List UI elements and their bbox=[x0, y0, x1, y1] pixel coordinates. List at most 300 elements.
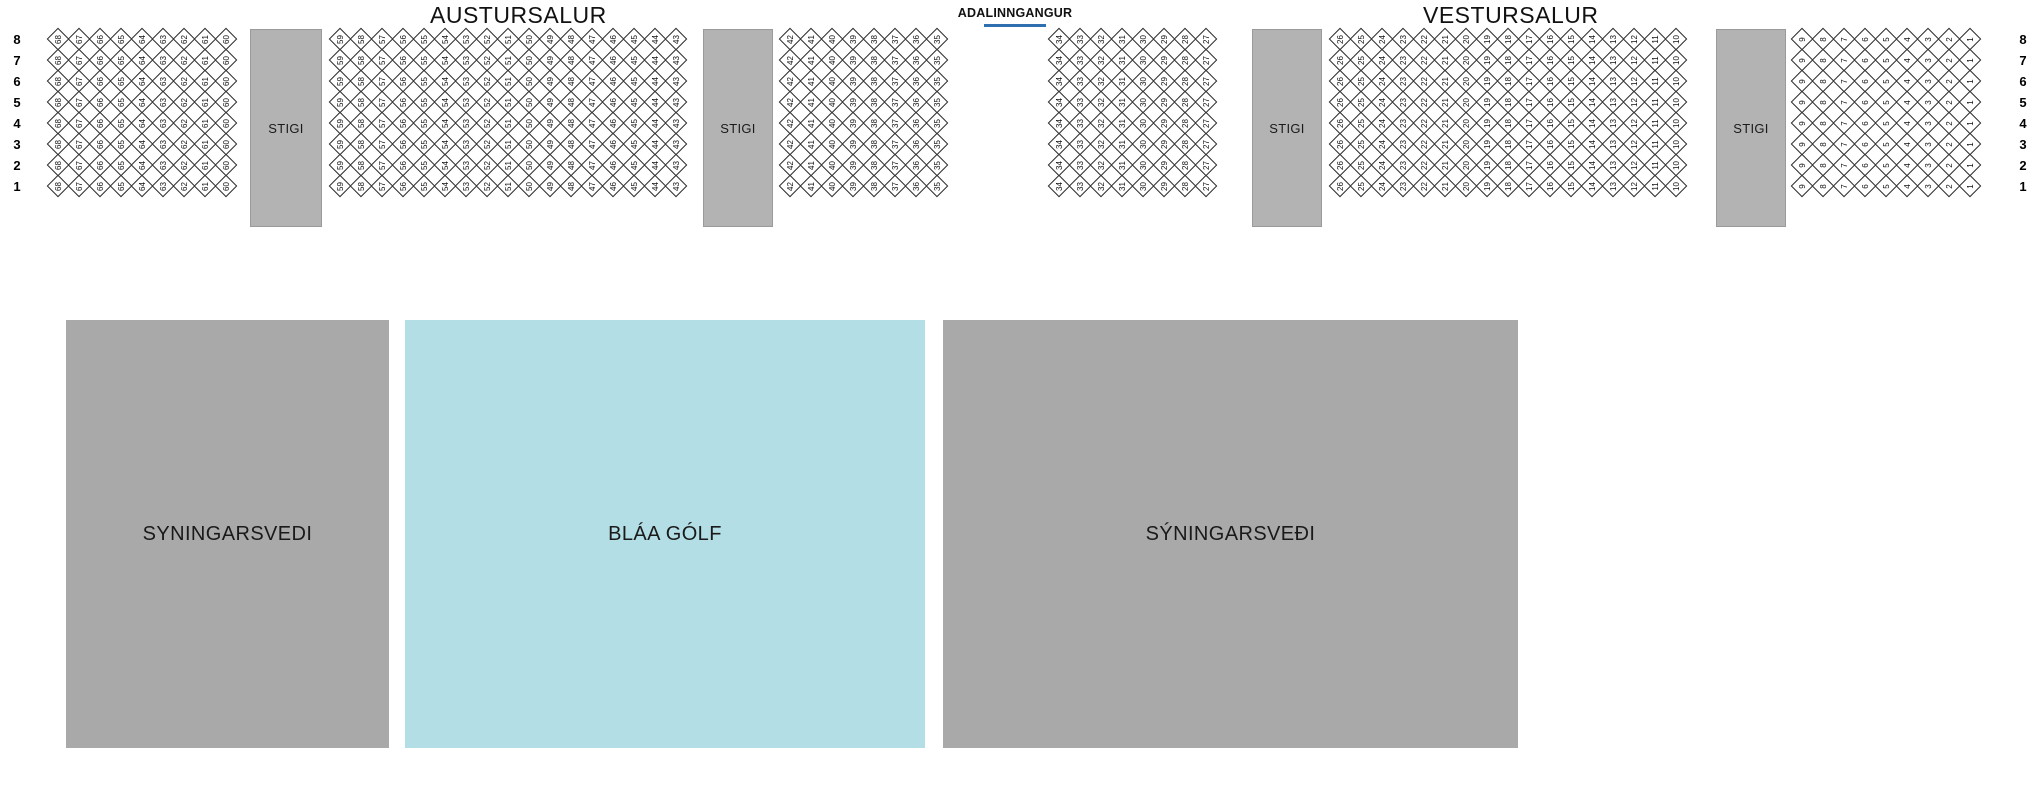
seat[interactable] bbox=[885, 134, 906, 155]
seat[interactable] bbox=[1540, 29, 1561, 50]
seat[interactable] bbox=[1070, 155, 1091, 176]
seat[interactable] bbox=[561, 176, 582, 197]
seat[interactable] bbox=[1196, 29, 1217, 50]
seat[interactable] bbox=[1351, 113, 1372, 134]
seat[interactable] bbox=[351, 134, 372, 155]
seat[interactable] bbox=[153, 176, 174, 197]
seat[interactable] bbox=[90, 113, 111, 134]
seat[interactable] bbox=[1918, 113, 1939, 134]
seat[interactable] bbox=[330, 176, 351, 197]
seat[interactable] bbox=[519, 176, 540, 197]
seat[interactable] bbox=[153, 113, 174, 134]
seat[interactable] bbox=[885, 92, 906, 113]
seat[interactable] bbox=[153, 92, 174, 113]
seat[interactable] bbox=[195, 113, 216, 134]
seat[interactable] bbox=[1855, 29, 1876, 50]
seat[interactable] bbox=[414, 176, 435, 197]
seat[interactable] bbox=[1414, 29, 1435, 50]
seat[interactable] bbox=[90, 29, 111, 50]
seat[interactable] bbox=[1372, 176, 1393, 197]
seat[interactable] bbox=[111, 134, 132, 155]
seat[interactable] bbox=[1498, 92, 1519, 113]
seat[interactable] bbox=[1049, 71, 1070, 92]
seat[interactable] bbox=[864, 71, 885, 92]
seat[interactable] bbox=[1813, 29, 1834, 50]
seat[interactable] bbox=[864, 155, 885, 176]
seat[interactable] bbox=[801, 29, 822, 50]
seat[interactable] bbox=[519, 50, 540, 71]
seat[interactable] bbox=[906, 113, 927, 134]
seat[interactable] bbox=[801, 155, 822, 176]
seat[interactable] bbox=[885, 113, 906, 134]
seat[interactable] bbox=[1393, 113, 1414, 134]
seat[interactable] bbox=[69, 71, 90, 92]
seat[interactable] bbox=[906, 71, 927, 92]
seat[interactable] bbox=[645, 92, 666, 113]
seat[interactable] bbox=[132, 71, 153, 92]
seat[interactable] bbox=[927, 92, 948, 113]
seat[interactable] bbox=[477, 155, 498, 176]
seat[interactable] bbox=[582, 50, 603, 71]
seat[interactable] bbox=[351, 92, 372, 113]
seat[interactable] bbox=[195, 29, 216, 50]
seat[interactable] bbox=[393, 92, 414, 113]
seat[interactable] bbox=[885, 29, 906, 50]
seat[interactable] bbox=[456, 29, 477, 50]
seat[interactable] bbox=[1519, 50, 1540, 71]
seat[interactable] bbox=[1456, 176, 1477, 197]
seat[interactable] bbox=[582, 29, 603, 50]
seat[interactable] bbox=[603, 176, 624, 197]
seat[interactable] bbox=[1456, 113, 1477, 134]
seat[interactable] bbox=[1351, 29, 1372, 50]
seat[interactable] bbox=[927, 155, 948, 176]
seat[interactable] bbox=[1813, 50, 1834, 71]
seat[interactable] bbox=[1918, 176, 1939, 197]
seat[interactable] bbox=[1960, 134, 1981, 155]
seat[interactable] bbox=[1939, 92, 1960, 113]
seat[interactable] bbox=[1477, 71, 1498, 92]
seat[interactable] bbox=[519, 134, 540, 155]
seat[interactable] bbox=[582, 176, 603, 197]
seat[interactable] bbox=[624, 92, 645, 113]
seat[interactable] bbox=[624, 29, 645, 50]
seat[interactable] bbox=[1351, 50, 1372, 71]
seat[interactable] bbox=[1876, 155, 1897, 176]
seat[interactable] bbox=[1918, 29, 1939, 50]
seat[interactable] bbox=[1939, 71, 1960, 92]
seat[interactable] bbox=[1582, 176, 1603, 197]
seat[interactable] bbox=[1435, 92, 1456, 113]
seat[interactable] bbox=[1435, 176, 1456, 197]
seat[interactable] bbox=[1175, 134, 1196, 155]
seat[interactable] bbox=[174, 134, 195, 155]
seat[interactable] bbox=[624, 134, 645, 155]
seat[interactable] bbox=[1330, 134, 1351, 155]
seat[interactable] bbox=[435, 113, 456, 134]
seat[interactable] bbox=[1561, 155, 1582, 176]
seat[interactable] bbox=[48, 50, 69, 71]
seat[interactable] bbox=[174, 50, 195, 71]
seat[interactable] bbox=[1540, 50, 1561, 71]
seat[interactable] bbox=[393, 134, 414, 155]
seat[interactable] bbox=[1498, 71, 1519, 92]
seat[interactable] bbox=[1918, 92, 1939, 113]
seat[interactable] bbox=[456, 50, 477, 71]
seat[interactable] bbox=[1519, 176, 1540, 197]
seat[interactable] bbox=[843, 113, 864, 134]
seat[interactable] bbox=[1897, 29, 1918, 50]
seat[interactable] bbox=[456, 71, 477, 92]
seat[interactable] bbox=[1834, 113, 1855, 134]
seat[interactable] bbox=[1666, 176, 1687, 197]
seat[interactable] bbox=[111, 92, 132, 113]
seat[interactable] bbox=[822, 29, 843, 50]
seat[interactable] bbox=[1645, 155, 1666, 176]
seat[interactable] bbox=[1112, 92, 1133, 113]
seat[interactable] bbox=[1393, 155, 1414, 176]
seat[interactable] bbox=[330, 134, 351, 155]
seat[interactable] bbox=[1519, 71, 1540, 92]
seat[interactable] bbox=[1330, 155, 1351, 176]
seat[interactable] bbox=[666, 29, 687, 50]
seat[interactable] bbox=[153, 71, 174, 92]
seat[interactable] bbox=[906, 134, 927, 155]
seat[interactable] bbox=[372, 113, 393, 134]
seat[interactable] bbox=[1603, 71, 1624, 92]
seat[interactable] bbox=[1070, 50, 1091, 71]
seat[interactable] bbox=[1876, 176, 1897, 197]
seat[interactable] bbox=[1414, 113, 1435, 134]
seat[interactable] bbox=[414, 155, 435, 176]
seat[interactable] bbox=[1112, 113, 1133, 134]
seat[interactable] bbox=[1960, 71, 1981, 92]
seat[interactable] bbox=[1813, 155, 1834, 176]
seat[interactable] bbox=[540, 92, 561, 113]
seat[interactable] bbox=[435, 92, 456, 113]
seat[interactable] bbox=[1834, 134, 1855, 155]
seat[interactable] bbox=[1372, 155, 1393, 176]
seat[interactable] bbox=[561, 92, 582, 113]
seat[interactable] bbox=[1112, 176, 1133, 197]
seat[interactable] bbox=[927, 176, 948, 197]
seat[interactable] bbox=[1813, 134, 1834, 155]
seat[interactable] bbox=[1330, 92, 1351, 113]
seat[interactable] bbox=[1112, 71, 1133, 92]
seat[interactable] bbox=[1112, 134, 1133, 155]
seat[interactable] bbox=[1456, 71, 1477, 92]
seat[interactable] bbox=[1133, 155, 1154, 176]
seat[interactable] bbox=[1876, 71, 1897, 92]
seat[interactable] bbox=[645, 29, 666, 50]
seat[interactable] bbox=[216, 176, 237, 197]
seat[interactable] bbox=[1196, 155, 1217, 176]
seat[interactable] bbox=[1393, 71, 1414, 92]
seat[interactable] bbox=[864, 92, 885, 113]
seat[interactable] bbox=[1070, 71, 1091, 92]
seat[interactable] bbox=[1393, 29, 1414, 50]
seat[interactable] bbox=[519, 113, 540, 134]
seat[interactable] bbox=[1624, 71, 1645, 92]
seat[interactable] bbox=[1918, 71, 1939, 92]
seat[interactable] bbox=[645, 50, 666, 71]
seat[interactable] bbox=[393, 50, 414, 71]
seat[interactable] bbox=[1876, 92, 1897, 113]
seat[interactable] bbox=[843, 155, 864, 176]
seat[interactable] bbox=[1175, 71, 1196, 92]
seat[interactable] bbox=[645, 71, 666, 92]
seat[interactable] bbox=[885, 155, 906, 176]
seat[interactable] bbox=[801, 71, 822, 92]
seat[interactable] bbox=[1070, 92, 1091, 113]
seat[interactable] bbox=[1498, 113, 1519, 134]
seat[interactable] bbox=[864, 50, 885, 71]
seat[interactable] bbox=[372, 71, 393, 92]
seat[interactable] bbox=[906, 176, 927, 197]
seat[interactable] bbox=[111, 50, 132, 71]
seat[interactable] bbox=[1175, 113, 1196, 134]
seat[interactable] bbox=[498, 176, 519, 197]
seat[interactable] bbox=[153, 29, 174, 50]
seat[interactable] bbox=[603, 113, 624, 134]
seat[interactable] bbox=[477, 176, 498, 197]
seat[interactable] bbox=[1519, 155, 1540, 176]
seat[interactable] bbox=[111, 155, 132, 176]
seat[interactable] bbox=[372, 134, 393, 155]
seat[interactable] bbox=[1330, 29, 1351, 50]
seat[interactable] bbox=[1049, 92, 1070, 113]
seat[interactable] bbox=[90, 50, 111, 71]
seat[interactable] bbox=[153, 50, 174, 71]
seat[interactable] bbox=[1372, 50, 1393, 71]
seat[interactable] bbox=[780, 113, 801, 134]
seat[interactable] bbox=[414, 92, 435, 113]
seat[interactable] bbox=[582, 134, 603, 155]
seat[interactable] bbox=[927, 134, 948, 155]
seat[interactable] bbox=[1456, 134, 1477, 155]
seat[interactable] bbox=[1561, 29, 1582, 50]
seat[interactable] bbox=[195, 176, 216, 197]
seat[interactable] bbox=[906, 155, 927, 176]
seat[interactable] bbox=[885, 176, 906, 197]
seat[interactable] bbox=[1049, 155, 1070, 176]
seat[interactable] bbox=[822, 155, 843, 176]
seat[interactable] bbox=[1133, 92, 1154, 113]
seat[interactable] bbox=[1414, 71, 1435, 92]
seat[interactable] bbox=[498, 71, 519, 92]
seat[interactable] bbox=[1792, 92, 1813, 113]
seat[interactable] bbox=[885, 50, 906, 71]
seat[interactable] bbox=[843, 176, 864, 197]
seat[interactable] bbox=[351, 71, 372, 92]
seat[interactable] bbox=[351, 29, 372, 50]
seat[interactable] bbox=[1645, 92, 1666, 113]
seat[interactable] bbox=[666, 176, 687, 197]
seat[interactable] bbox=[843, 134, 864, 155]
seat[interactable] bbox=[1834, 29, 1855, 50]
seat[interactable] bbox=[1666, 92, 1687, 113]
seat[interactable] bbox=[780, 50, 801, 71]
seat[interactable] bbox=[1960, 155, 1981, 176]
seat[interactable] bbox=[1960, 92, 1981, 113]
seat[interactable] bbox=[1435, 50, 1456, 71]
seat[interactable] bbox=[1049, 176, 1070, 197]
seat[interactable] bbox=[69, 29, 90, 50]
seat[interactable] bbox=[1175, 29, 1196, 50]
seat[interactable] bbox=[1154, 176, 1175, 197]
seat[interactable] bbox=[1477, 29, 1498, 50]
seat[interactable] bbox=[1960, 113, 1981, 134]
seat[interactable] bbox=[1477, 92, 1498, 113]
seat[interactable] bbox=[1582, 92, 1603, 113]
seat[interactable] bbox=[1645, 71, 1666, 92]
seat[interactable] bbox=[780, 71, 801, 92]
seat[interactable] bbox=[603, 50, 624, 71]
seat[interactable] bbox=[1960, 50, 1981, 71]
seat[interactable] bbox=[906, 29, 927, 50]
seat[interactable] bbox=[1582, 155, 1603, 176]
seat[interactable] bbox=[603, 29, 624, 50]
seat[interactable] bbox=[330, 92, 351, 113]
seat[interactable] bbox=[330, 71, 351, 92]
seat[interactable] bbox=[1477, 50, 1498, 71]
seat[interactable] bbox=[498, 29, 519, 50]
seat[interactable] bbox=[1897, 92, 1918, 113]
seat[interactable] bbox=[1960, 29, 1981, 50]
seat[interactable] bbox=[435, 134, 456, 155]
seat[interactable] bbox=[69, 155, 90, 176]
seat[interactable] bbox=[1897, 50, 1918, 71]
seat[interactable] bbox=[1112, 50, 1133, 71]
seat[interactable] bbox=[780, 155, 801, 176]
seat[interactable] bbox=[864, 113, 885, 134]
seat[interactable] bbox=[351, 113, 372, 134]
seat[interactable] bbox=[132, 134, 153, 155]
seat[interactable] bbox=[1112, 29, 1133, 50]
seat[interactable] bbox=[1112, 155, 1133, 176]
seat[interactable] bbox=[1540, 71, 1561, 92]
seat[interactable] bbox=[822, 71, 843, 92]
seat[interactable] bbox=[1519, 92, 1540, 113]
seat[interactable] bbox=[1855, 92, 1876, 113]
seat[interactable] bbox=[864, 29, 885, 50]
seat[interactable] bbox=[1175, 155, 1196, 176]
seat[interactable] bbox=[561, 134, 582, 155]
seat[interactable] bbox=[1372, 71, 1393, 92]
seat[interactable] bbox=[801, 134, 822, 155]
seat[interactable] bbox=[48, 155, 69, 176]
seat[interactable] bbox=[1855, 71, 1876, 92]
seat[interactable] bbox=[48, 71, 69, 92]
seat[interactable] bbox=[1582, 134, 1603, 155]
seat[interactable] bbox=[1834, 50, 1855, 71]
seat[interactable] bbox=[1414, 50, 1435, 71]
seat[interactable] bbox=[624, 176, 645, 197]
seat[interactable] bbox=[666, 113, 687, 134]
seat[interactable] bbox=[780, 92, 801, 113]
seat[interactable] bbox=[1624, 29, 1645, 50]
seat[interactable] bbox=[90, 155, 111, 176]
seat[interactable] bbox=[1666, 155, 1687, 176]
seat[interactable] bbox=[477, 29, 498, 50]
seat[interactable] bbox=[1049, 134, 1070, 155]
seat[interactable] bbox=[1435, 113, 1456, 134]
seat[interactable] bbox=[801, 92, 822, 113]
seat[interactable] bbox=[1645, 29, 1666, 50]
seat[interactable] bbox=[1091, 176, 1112, 197]
seat[interactable] bbox=[1049, 50, 1070, 71]
seat[interactable] bbox=[1154, 92, 1175, 113]
seat[interactable] bbox=[1175, 176, 1196, 197]
seat[interactable] bbox=[1498, 29, 1519, 50]
seat[interactable] bbox=[111, 176, 132, 197]
seat[interactable] bbox=[1456, 29, 1477, 50]
seat[interactable] bbox=[1330, 113, 1351, 134]
seat[interactable] bbox=[1876, 50, 1897, 71]
seat[interactable] bbox=[48, 29, 69, 50]
seat[interactable] bbox=[1939, 155, 1960, 176]
seat[interactable] bbox=[1154, 155, 1175, 176]
seat[interactable] bbox=[1855, 50, 1876, 71]
seat[interactable] bbox=[822, 134, 843, 155]
seat[interactable] bbox=[1939, 176, 1960, 197]
seat[interactable] bbox=[645, 113, 666, 134]
seat[interactable] bbox=[456, 176, 477, 197]
seat[interactable] bbox=[666, 155, 687, 176]
seat[interactable] bbox=[1351, 134, 1372, 155]
seat[interactable] bbox=[1939, 113, 1960, 134]
seat[interactable] bbox=[1133, 29, 1154, 50]
seat[interactable] bbox=[1414, 176, 1435, 197]
seat[interactable] bbox=[1603, 113, 1624, 134]
seat[interactable] bbox=[1070, 176, 1091, 197]
seat[interactable] bbox=[195, 92, 216, 113]
seat[interactable] bbox=[1561, 50, 1582, 71]
seat[interactable] bbox=[1624, 92, 1645, 113]
seat[interactable] bbox=[561, 113, 582, 134]
seat[interactable] bbox=[1091, 50, 1112, 71]
seat[interactable] bbox=[1498, 176, 1519, 197]
seat[interactable] bbox=[1792, 134, 1813, 155]
seat[interactable] bbox=[1477, 155, 1498, 176]
seat[interactable] bbox=[906, 92, 927, 113]
seat[interactable] bbox=[1351, 176, 1372, 197]
seat[interactable] bbox=[1070, 134, 1091, 155]
seat[interactable] bbox=[132, 92, 153, 113]
seat[interactable] bbox=[1834, 92, 1855, 113]
seat[interactable] bbox=[927, 113, 948, 134]
seat[interactable] bbox=[1540, 176, 1561, 197]
seat[interactable] bbox=[498, 50, 519, 71]
seat[interactable] bbox=[822, 50, 843, 71]
seat[interactable] bbox=[216, 155, 237, 176]
seat[interactable] bbox=[1070, 113, 1091, 134]
seat[interactable] bbox=[1393, 92, 1414, 113]
seat[interactable] bbox=[519, 71, 540, 92]
seat[interactable] bbox=[351, 155, 372, 176]
seat[interactable] bbox=[582, 113, 603, 134]
seat[interactable] bbox=[1792, 50, 1813, 71]
seat[interactable] bbox=[1897, 155, 1918, 176]
seat[interactable] bbox=[1603, 176, 1624, 197]
seat[interactable] bbox=[561, 155, 582, 176]
seat[interactable] bbox=[435, 50, 456, 71]
seat[interactable] bbox=[1133, 113, 1154, 134]
seat[interactable] bbox=[393, 176, 414, 197]
seat[interactable] bbox=[1498, 155, 1519, 176]
seat[interactable] bbox=[1091, 155, 1112, 176]
seat[interactable] bbox=[540, 71, 561, 92]
